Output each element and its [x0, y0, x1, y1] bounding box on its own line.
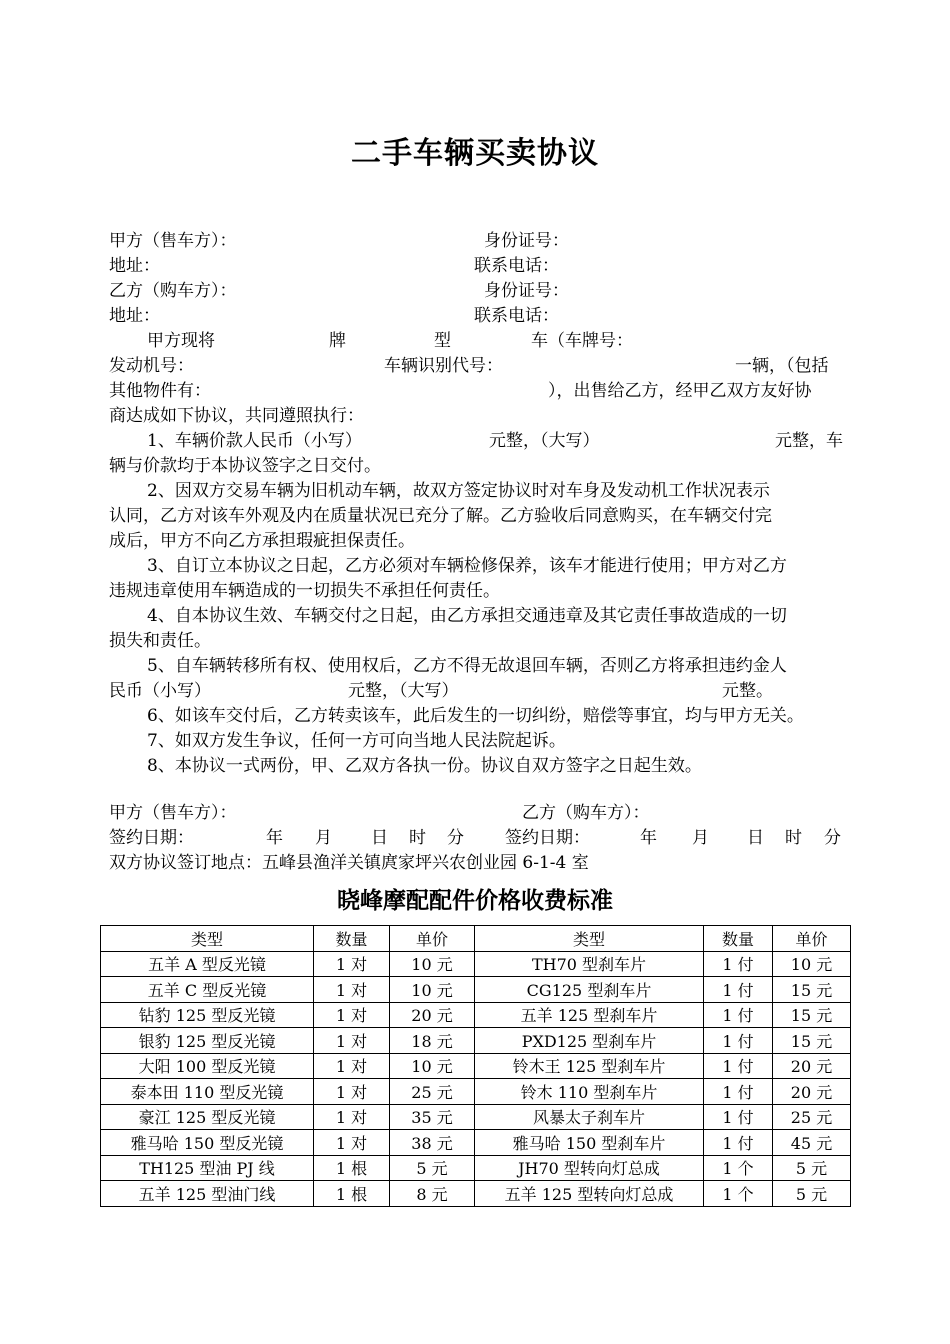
- table-cell: 1 对: [314, 1130, 390, 1156]
- intro-text: 车（车牌号：: [531, 331, 633, 351]
- date-day: 日: [747, 828, 764, 848]
- date-minute: 分: [824, 828, 841, 848]
- date-month: 月: [315, 828, 332, 848]
- table-cell: 20 元: [773, 1079, 851, 1105]
- table-cell: 5 元: [390, 1155, 475, 1181]
- clause-2-cont: 认同，乙方对该车外观及内在质量状况已充分了解。乙方验收后同意购买，在车辆交付完: [109, 506, 772, 526]
- table-cell: 10 元: [390, 1053, 475, 1079]
- buyer-id-label: 身份证号：: [484, 281, 569, 301]
- table-cell: 15 元: [773, 1002, 851, 1028]
- table-cell: 银豹 125 型反光镜: [101, 1028, 314, 1054]
- clause-5: 5、自车辆转移所有权、使用权后，乙方不得无故退回车辆，否则乙方将承担违约金人: [147, 656, 787, 676]
- table-cell: 1 个: [704, 1155, 773, 1181]
- clause-8: 8、本协议一式两份，甲、乙双方各执一份。协议自双方签字之日起生效。: [147, 756, 702, 776]
- table-cell: 五羊 125 型刹车片: [475, 1002, 704, 1028]
- signing-location: 双方协议签订地点：五峰县渔洋关镇庹家坪兴农创业园 6-1-4 室: [109, 853, 589, 873]
- clause-4: 4、自本协议生效、车辆交付之日起，由乙方承担交通违章及其它责任事故造成的一切: [147, 606, 787, 626]
- date-hour: 时: [785, 828, 802, 848]
- table-row: [101, 1155, 851, 1181]
- table-cell: 雅马哈 150 型刹车片: [475, 1130, 704, 1156]
- table-cell: 1 对: [314, 1053, 390, 1079]
- table-row: [101, 1002, 851, 1028]
- table-cell: 20 元: [390, 1002, 475, 1028]
- table-cell: 1 付: [704, 1079, 773, 1105]
- date-label: 签约日期：: [505, 828, 590, 848]
- intro-text: 一辆，（包括: [735, 356, 829, 376]
- date-minute: 分: [447, 828, 464, 848]
- column-header: 单价: [390, 926, 475, 952]
- table-row: [101, 1079, 851, 1105]
- table-cell: 18 元: [390, 1028, 475, 1054]
- table-row: [101, 1053, 851, 1079]
- clause-text: 民币（小写）: [109, 681, 211, 701]
- intro-text: 其他物件有：: [109, 381, 211, 401]
- table-cell: 35 元: [390, 1104, 475, 1130]
- table-cell: 45 元: [773, 1130, 851, 1156]
- clause-3: 3、自订立本协议之日起，乙方必须对车辆检修保养，该车才能进行使用；甲方对乙方: [147, 556, 787, 576]
- table-cell: 五羊 C 型反光镜: [101, 977, 314, 1003]
- table-cell: 1 根: [314, 1181, 390, 1207]
- table-cell: 5 元: [773, 1181, 851, 1207]
- column-header: 数量: [704, 926, 773, 952]
- table-cell: PXD125 型刹车片: [475, 1028, 704, 1054]
- signature-seller: 甲方（售车方）：: [109, 803, 237, 823]
- table-cell: 雅马哈 150 型反光镜: [101, 1130, 314, 1156]
- clause-2: 2、因双方交易车辆为旧机动车辆，故双方签定协议时对车身及发动机工作状况表示: [147, 481, 770, 501]
- clause-text: 元整，（大写）: [348, 681, 459, 701]
- clause-6: 6、如该车交付后，乙方转卖该车，此后发生的一切纠纷，赔偿等事宜，均与甲方无关。: [147, 706, 804, 726]
- column-header: 单价: [773, 926, 851, 952]
- table-cell: JH70 型转向灯总成: [475, 1155, 704, 1181]
- table-cell: 10 元: [390, 977, 475, 1003]
- date-label: 签约日期：: [109, 828, 194, 848]
- buyer-address-label: 地址：: [109, 306, 160, 326]
- table-header-row: [101, 926, 851, 952]
- table-cell: 15 元: [773, 977, 851, 1003]
- signature-buyer: 乙方（购车方）：: [522, 803, 650, 823]
- seller-id-label: 身份证号：: [484, 231, 569, 251]
- column-header: 类型: [101, 926, 314, 952]
- table-cell: 1 付: [704, 1104, 773, 1130]
- table-cell: 五羊 125 型转向灯总成: [475, 1181, 704, 1207]
- clause-text: 元整。: [722, 681, 773, 701]
- intro-text: 牌: [329, 331, 346, 351]
- table-row: [101, 977, 851, 1003]
- table-cell: 铃木 110 型刹车片: [475, 1079, 704, 1105]
- table-cell: 5 元: [773, 1155, 851, 1181]
- clause-text: 元整，车: [775, 431, 843, 451]
- table-cell: 1 对: [314, 1104, 390, 1130]
- table-cell: 五羊 A 型反光镜: [101, 951, 314, 977]
- intro-text: ），出售给乙方，经甲乙双方友好协: [548, 381, 812, 401]
- price-table: [100, 925, 851, 1207]
- table-cell: 1 对: [314, 951, 390, 977]
- document-title: 二手车辆买卖协议: [351, 136, 599, 171]
- buyer-label: 乙方（购车方）：: [109, 281, 237, 301]
- table-cell: 1 对: [314, 1028, 390, 1054]
- intro-text: 型: [434, 331, 451, 351]
- table-row: [101, 1104, 851, 1130]
- seller-address-label: 地址：: [109, 256, 160, 276]
- table-cell: 25 元: [390, 1079, 475, 1105]
- table-cell: 25 元: [773, 1104, 851, 1130]
- table-cell: 1 根: [314, 1155, 390, 1181]
- table-cell: 1 对: [314, 1079, 390, 1105]
- table-cell: 泰本田 110 型反光镜: [101, 1079, 314, 1105]
- date-year: 年: [640, 828, 657, 848]
- table-cell: 1 对: [314, 1002, 390, 1028]
- clause-3-cont: 违规违章使用车辆造成的一切损失不承担任何责任。: [109, 581, 500, 601]
- table-row: [101, 1181, 851, 1207]
- intro-line-4: 商达成如下协议，共同遵照执行：: [109, 406, 364, 426]
- clause-4-cont: 损失和责任。: [109, 631, 211, 651]
- table-cell: 1 付: [704, 977, 773, 1003]
- intro-text: 甲方现将: [147, 331, 215, 351]
- table-cell: 15 元: [773, 1028, 851, 1054]
- intro-text: 车辆识别代号：: [384, 356, 503, 376]
- column-header: 类型: [475, 926, 704, 952]
- table-cell: 钻豹 125 型反光镜: [101, 1002, 314, 1028]
- table-row: [101, 951, 851, 977]
- clause-2-cont: 成后，甲方不向乙方承担瑕疵担保责任。: [109, 531, 415, 551]
- table-cell: TH125 型油 PJ 线: [101, 1155, 314, 1181]
- table-cell: 大阳 100 型反光镜: [101, 1053, 314, 1079]
- table-cell: 38 元: [390, 1130, 475, 1156]
- date-month: 月: [692, 828, 709, 848]
- intro-text: 发动机号：: [109, 356, 194, 376]
- table-cell: 豪江 125 型反光镜: [101, 1104, 314, 1130]
- table-row: [101, 1028, 851, 1054]
- table-cell: 1 付: [704, 1028, 773, 1054]
- table-cell: 10 元: [773, 951, 851, 977]
- date-hour: 时: [409, 828, 426, 848]
- buyer-phone-label: 联系电话：: [474, 306, 559, 326]
- table-cell: 1 个: [704, 1181, 773, 1207]
- seller-label: 甲方（售车方）：: [109, 231, 237, 251]
- table-cell: 1 付: [704, 951, 773, 977]
- clause-text: 1、车辆价款人民币（小写）: [147, 431, 362, 451]
- table-cell: 五羊 125 型油门线: [101, 1181, 314, 1207]
- table-cell: 20 元: [773, 1053, 851, 1079]
- clause-7: 7、如双方发生争议，任何一方可向当地人民法院起诉。: [147, 731, 566, 751]
- table-cell: 1 付: [704, 1053, 773, 1079]
- clause-1-cont: 辆与价款均于本协议签字之日交付。: [109, 456, 381, 476]
- table-cell: 1 付: [704, 1002, 773, 1028]
- price-table-title: 晓峰摩配配件价格收费标准: [337, 887, 613, 914]
- table-cell: 8 元: [390, 1181, 475, 1207]
- table-cell: TH70 型刹车片: [475, 951, 704, 977]
- table-cell: CG125 型刹车片: [475, 977, 704, 1003]
- seller-phone-label: 联系电话：: [474, 256, 559, 276]
- column-header: 数量: [314, 926, 390, 952]
- date-day: 日: [371, 828, 388, 848]
- table-cell: 铃木王 125 型刹车片: [475, 1053, 704, 1079]
- table-row: [101, 1130, 851, 1156]
- table-cell: 1 对: [314, 977, 390, 1003]
- clause-text: 元整，（大写）: [489, 431, 600, 451]
- date-year: 年: [266, 828, 283, 848]
- table-cell: 风暴太子刹车片: [475, 1104, 704, 1130]
- table-cell: 1 付: [704, 1130, 773, 1156]
- table-cell: 10 元: [390, 951, 475, 977]
